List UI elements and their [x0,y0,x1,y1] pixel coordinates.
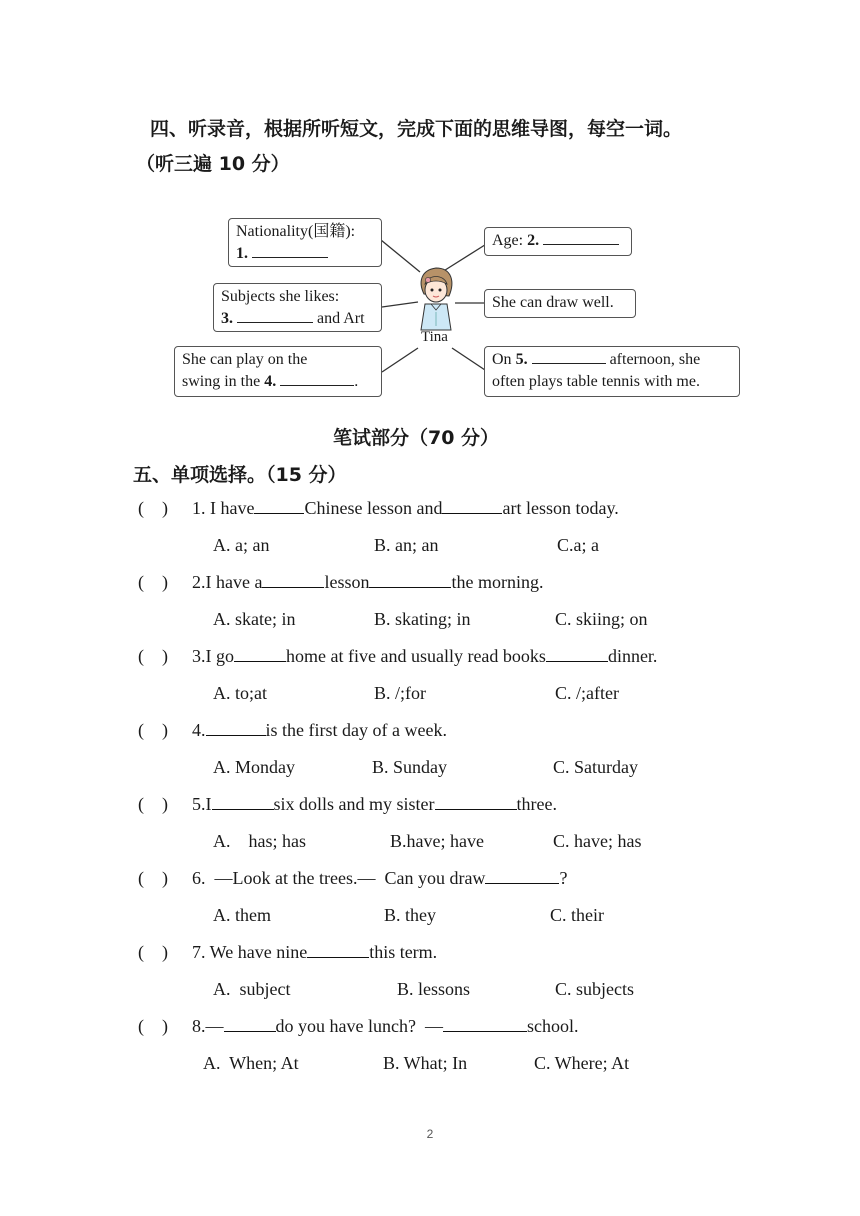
question-2: ( ) 2.I have a lesson the morning. [138,572,544,592]
answer-blank[interactable] [485,867,559,884]
option-a[interactable]: A. Monday [213,757,295,777]
answer-paren[interactable]: ( ) [138,646,168,666]
draw-box [484,289,636,318]
option-a[interactable]: A. skate; in [213,609,296,629]
on-line2: often plays table tennis with me. [492,373,700,390]
nationality-box [228,218,382,267]
answer-paren[interactable]: ( ) [138,572,168,592]
option-a[interactable]: A. has; has [213,831,306,851]
option-c[interactable]: C. their [550,905,604,925]
swing-box [174,346,382,397]
option-c[interactable]: C. have; has [553,831,642,851]
option-b[interactable]: B. Sunday [372,757,448,777]
answer-blank[interactable] [443,1015,527,1032]
on-box [484,346,740,397]
draw-text: She can draw well. [492,294,614,311]
option-c[interactable]: C. Where; At [534,1053,630,1073]
page-number: 2 [426,1127,434,1141]
question-8: ( ) 8.— do you have lunch? — school. [138,1016,579,1036]
answer-blank[interactable] [442,497,502,514]
subjects-box [213,283,382,332]
option-a[interactable]: A. a; an [213,535,270,555]
question-1: ( ) 1. I have Chinese lesson and art lesson today. [138,498,619,518]
answer-blank[interactable] [435,793,517,810]
answer-paren[interactable]: ( ) [138,498,168,518]
question-6: ( ) 6. —Look at the trees.— Can you draw ? [138,868,568,888]
nationality-blank[interactable]: 1. [236,243,374,265]
option-c[interactable]: C.a; a [557,535,599,555]
age-blank[interactable]: 2. [527,232,619,249]
on-blank[interactable]: On 5. afternoon, she [492,351,701,368]
answer-blank[interactable] [212,793,274,810]
swing-blank[interactable]: swing in the 4. . [182,373,359,390]
option-b[interactable]: B. skating; in [374,609,471,629]
answer-paren[interactable]: ( ) [138,868,168,888]
written-title: 笔试部分（70 分） [333,427,500,449]
option-b[interactable]: B. /;for [374,683,426,703]
answer-blank[interactable] [262,571,324,588]
option-a[interactable]: A. them [213,905,271,925]
section5-title: 五、单项选择。（15 分） [133,464,347,486]
option-c[interactable]: C. skiing; on [555,609,648,629]
girl-icon [421,268,452,330]
option-a[interactable]: A. When; At [203,1053,299,1073]
answer-blank[interactable] [254,497,304,514]
swing-line1: She can play on the [182,351,308,368]
answer-blank[interactable] [369,571,451,588]
age-box [484,227,632,256]
answer-paren[interactable]: ( ) [138,1016,168,1036]
option-b[interactable]: B.have; have [390,831,484,851]
answer-blank[interactable] [546,645,608,662]
question-7: ( ) 7. We have nine this term. [138,942,438,962]
answer-blank[interactable] [307,941,369,958]
mindmap-center-label: Tina [421,329,448,345]
answer-blank[interactable] [206,719,266,736]
question-4: ( ) 4. is the first day of a week. [138,720,447,740]
option-c[interactable]: C. Saturday [553,757,638,777]
answer-paren[interactable]: ( ) [138,942,168,962]
answer-blank[interactable] [224,1015,276,1032]
option-b[interactable]: B. an; an [374,535,439,555]
subjects-blank[interactable]: 3. and Art [221,310,365,327]
option-a[interactable]: A. subject [213,979,291,999]
option-b[interactable]: B. they [384,905,436,925]
option-b[interactable]: B. What; In [383,1053,468,1073]
option-b[interactable]: B. lessons [397,979,471,999]
answer-blank[interactable] [234,645,286,662]
option-c[interactable]: C. /;after [555,683,619,703]
answer-paren[interactable]: ( ) [138,794,168,814]
question-3: ( ) 3.I go home at five and usually read books dinner. [138,646,658,666]
nationality-label: Nationality(国籍): [236,223,356,240]
option-c[interactable]: C. subjects [555,979,634,999]
option-a[interactable]: A. to;at [213,683,267,703]
section4-subtitle: （听三遍 10 分） [136,153,290,175]
section4-title: 四、听录音，根据所听短文，完成下面的思维导图，每空一词。 [150,118,683,140]
answer-paren[interactable]: ( ) [138,720,168,740]
question-5: ( ) 5.I six dolls and my sister three. [138,794,557,814]
subjects-label: Subjects she likes: [221,288,340,305]
age-label: Age: [492,232,524,249]
